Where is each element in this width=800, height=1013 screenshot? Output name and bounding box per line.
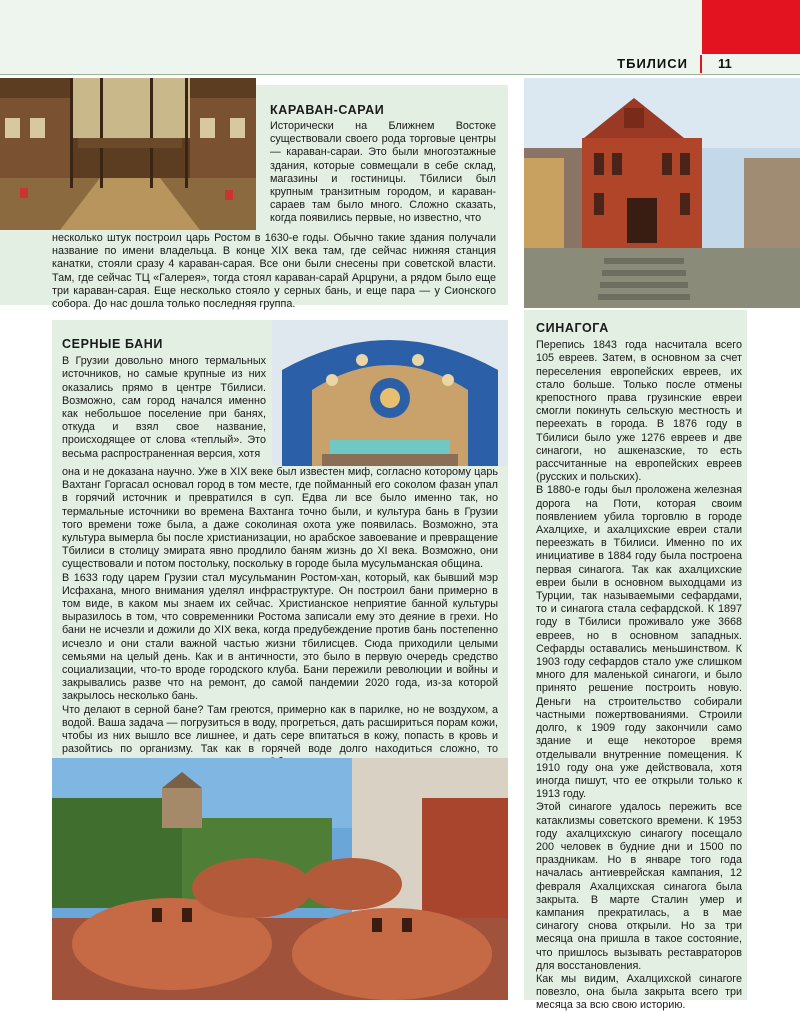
synagogue-paragraph-1: Перепись 1843 года насчитала всего 105 евреев. Затем, в основном за счет переселения европейских евреев, их стало больше. Только после отмены крепостного права грузинские евреи смогли покинуть сельскую местность и переехать в города. В 1876 году в Тбилиси было уже 1276 евреев и две синагоги, но ашкеназские, то есть рассчитанные на европейских евреев (русских и польских). xyxy=(536,339,742,484)
baths-heading: СЕРНЫЕ БАНИ xyxy=(62,337,163,351)
synagogue-paragraph-4: Как мы видим, Ахалцихской синагоге повезло, она была закрыта всего три месяца за всю свою историю. xyxy=(536,972,742,1012)
baths-paragraph-1: В Грузии довольно много термальных источников, но самые крупные из них оказались прямо в центре Тбилиси. Возможно, сам город начался именно как небольшое поселение при банях, откуда и взял свое название, происходящее от слова «теплый». Это весьма распространенная версия, хотя xyxy=(62,355,266,460)
baths-paragraph-1-continued: она и не доказана научно. Уже в XIX веке был известен миф, согласно которому царь Вахтанг Горгасал основал город в том месте, где пойманный его соколом фазан упал в горячий источник и превратился в суп. Едва ли все было именно так, но термальные источники во времена Вахтанга точно были, и культура бань в Грузии того времени тоже была, а даже соколиная охота уже появилась. Возможно, эта культура вымерла бы после христианизации, но арабское завоевание и превращение Тбилиси в столицу эмирата явно продлило баням жизнь до XI века. Возможно, они существовали и потом постольку, поскольку в городе была мусульманская община. xyxy=(62,466,498,571)
synagogue-heading: СИНАГОГА xyxy=(536,321,609,335)
bath-interior-mosaic-photo xyxy=(272,320,508,466)
baths-paragraph-3: Что делают в серной бане? Там греются, примерно как в парилке, но не воздухом, а водой. Ваша задача — погрузиться в воду, прогреться, дать расшириться порам кожи, чтобы из них вышло все лишнее, и дать сере впитаться в кожу, попасть в кровь и разойтись по организму. Так как в горячей воде долго находиться сложно, то xyxy=(62,703,498,756)
baths-intro-block xyxy=(62,338,266,464)
caravan-body-continued xyxy=(52,232,496,311)
synagogue-photo xyxy=(524,78,800,308)
running-header-city: ТБИЛИСИ xyxy=(617,56,688,71)
corner-red-tab xyxy=(702,0,800,54)
caravan-heading: КАРАВАН-САРАИ xyxy=(270,103,385,117)
header-divider xyxy=(700,55,702,73)
caravan-paragraph: Исторически на Ближнем Востоке существовали своего рода торговые центры — караван-сараи. Это были многоэтажные здания, которые совмещали в себе склад, магазины и гостиницы. Тбилиси был крупным транзитным городом, и караван-сараев там было много. Сложно сказать, когда появились первые, но известно, что xyxy=(270,120,496,225)
caravan-text-block xyxy=(270,104,496,121)
sulfur-bath-domes-photo xyxy=(52,758,508,1000)
synagogue-text-block xyxy=(536,321,742,1012)
caravan-sarai-interior-photo xyxy=(0,78,256,230)
caravan-body xyxy=(270,120,496,232)
baths-paragraph-2: В 1633 году царем Грузии стал мусульманин Ростом-хан, который, как бывший мэр Исфахана, много внимания уделял инфраструктуре. Он построил бани примерно в том виде, в каком мы знаем их сейчас. Христианское неприятие банной культуры выразилось в том, что современники Ростома записали ему это деяние в грехи. Но бани не исчезли и дожили до XIX века, когда предубеждение против бань постепенно исчезло и они стали важной частью жизни тбилисцев. Сюда приходили целыми семьями на целый день. Как и в античности, это было в первую очередь средство социализации, что-то вроде городского клуба. Бани пережили революции и войны и закрывались разве что на ремонт, до самой пандемии 2020 года, из-за которой закрылось несколько бань. xyxy=(62,571,498,703)
synagogue-paragraph-3: Этой синагоге удалось пережить все катаклизмы советского времени. К 1953 году ахалцихскую синагогу посещало 200 человек в будние дни и 1500 по праздникам. Но в январе того года началась антиеврейская кампания, 12 февраля Ахалцихская синагога была закрыта. В марте Сталин умер и кампания прекратилась, а в мае синагогу снова открыли. Но за три месяца она пришла в такое состояние, что пришлось вызывать реставраторов для восстановления. xyxy=(536,801,742,972)
page-number: 11 xyxy=(718,56,732,71)
top-band xyxy=(0,0,800,54)
synagogue-paragraph-2: В 1880-е годы был проложена железная дорога на Поти, которая своим появлением убила торговлю в городе Ахалцихе, и ахалцихские евреи стали переезжать в Тбилиси. Именно по их инициативе в 1884 году была построена первая синагога. Так как ахалцихские евреи были в основном выходцами из Турции, так называемыми сефардами, то и синагога стала сефардской. К 1897 году в Тбилиси проживало уже 3668 евреев, но в основном западных. Сефарды оставались меньшинством. К 1903 году сефардов стало уже слишком много для маленькой синагоги, и было принято решение построить новую. Деньги на строительство собирали частными пожертвованиями. Строили долго, к 1909 году закончили само здание и еще некоторое время отделывали внутренние помещения. К 1910 году она уже действовала, хотя иногда пишут, что ее открыли только к 1913 году. xyxy=(536,484,742,801)
baths-body xyxy=(62,466,498,756)
caravan-paragraph-continued: несколько штук построил царь Ростом в 1630-е годы. Обычно такие здания получали название по имени владельца. В конце XIX века там, где сейчас нижняя станция канатки, стояли сразу 4 караван-сарая. Все они были снесены при советской власти. Там, где сейчас ТЦ «Галерея», тогда стоял караван-сарай Арцруни, а рядом было еще три караван-сарая. Еще несколько стояло у серных бань, и еще пара — у Сионского собора. До нас дошла только последняя группа. xyxy=(52,232,496,311)
